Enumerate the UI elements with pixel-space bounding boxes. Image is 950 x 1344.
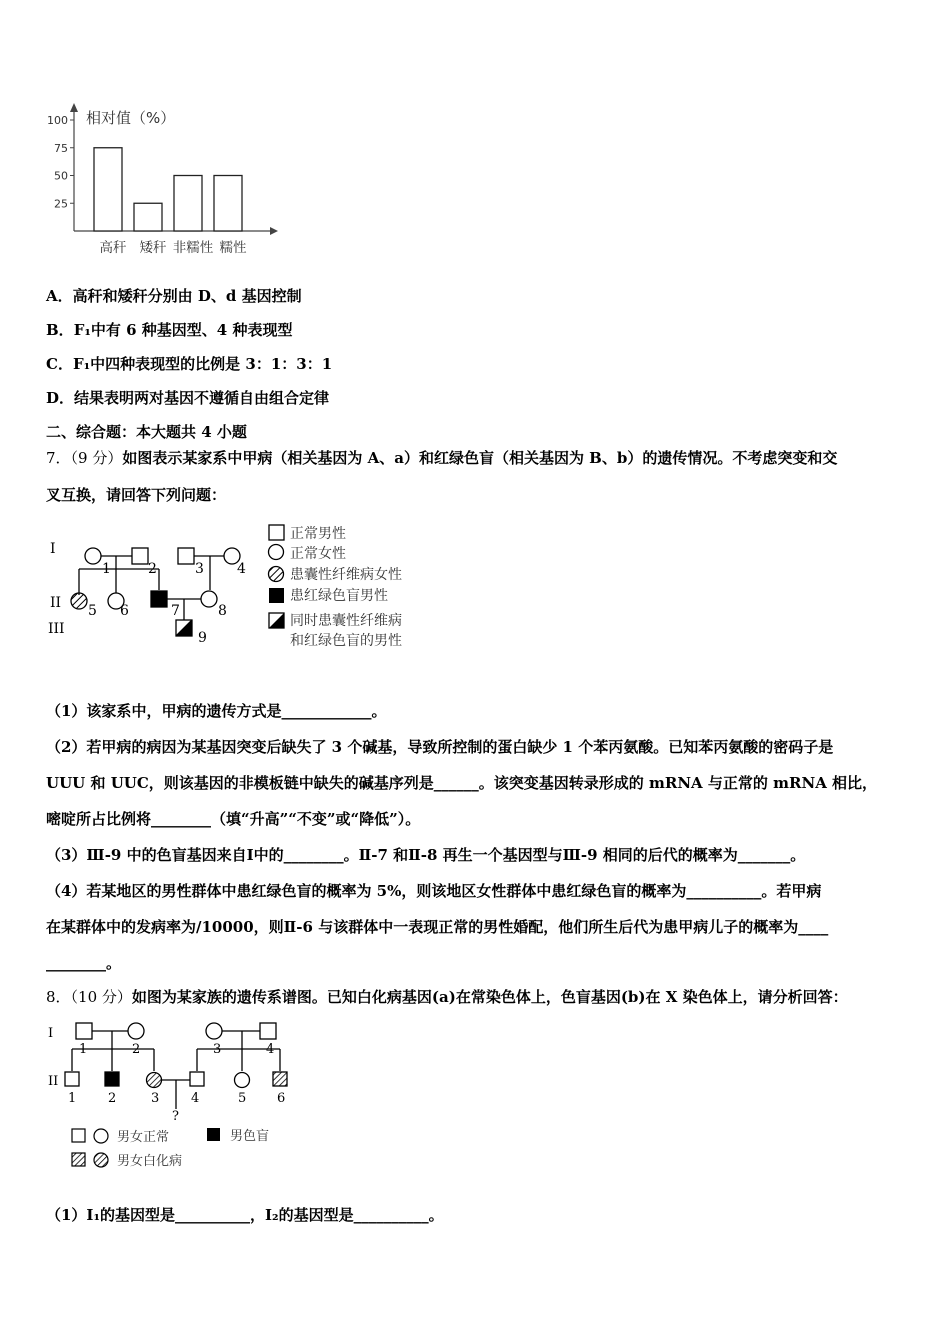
section-title: 二、综合题：本大题共 4 小题 (46, 423, 247, 441)
option-a (46, 286, 302, 306)
y-tick-label-2: 75 (54, 141, 68, 155)
x-tick-label-3: 糯性 (219, 240, 247, 256)
y-axis-label: 相对值（%） (86, 109, 176, 127)
q7-I2 (132, 548, 148, 564)
y-tick-label-3: 100 (47, 114, 68, 127)
q7-score: （9 分） (70, 449, 123, 467)
x-tick-label-0: 高秆 (99, 240, 127, 256)
option-c (46, 354, 332, 374)
q7-subquestions (46, 693, 914, 981)
q7-label-1: 1 (102, 561, 111, 577)
q8-II-label-3: 3 (151, 1091, 160, 1106)
legend-both-male-icon (269, 613, 284, 628)
q8-legend-text-2: 男色盲 (230, 1129, 270, 1144)
bar-chart (44, 98, 284, 268)
q7-gen-II: II (50, 595, 62, 611)
q7-pedigree (44, 520, 444, 660)
y-axis-arrow-icon (70, 103, 78, 112)
q8-gen-II: II (48, 1074, 59, 1089)
bar-3 (214, 176, 242, 232)
q8-I1 (76, 1023, 92, 1039)
q8-number: 8． (46, 988, 71, 1006)
q7-label-7: 7 (171, 603, 180, 619)
q8-I4 (260, 1023, 276, 1039)
q7-I3 (178, 548, 194, 564)
q8-II4 (190, 1072, 204, 1086)
q8-I2 (128, 1023, 144, 1039)
q8-pedigree (44, 1015, 304, 1175)
q7-label-5: 5 (88, 603, 97, 619)
legend-text-1: 正常男性 (290, 526, 346, 542)
option-c-letter: C． (46, 355, 73, 373)
q7-sub2-line1: （2）若甲病的病因为某基因突变后缺失了 3 个碱基，导致所控制的蛋白缺少 1 个苯丙氨酸。已知苯丙氨酸的密码子是 (46, 738, 834, 756)
q8-legend-normal-male-icon (72, 1129, 85, 1142)
q7-stem-text: 如图表示某家系中甲病（相关基因为 A、a）和红绿色盲（相关基因为 B、b）的遗传情况。不考虑突变和交 (122, 449, 838, 467)
q7-label-4: 4 (237, 561, 246, 577)
legend-colorblind-male-icon (269, 588, 284, 603)
q8-I-label-3: 3 (213, 1042, 222, 1057)
q8-legend-albino-male-icon (72, 1153, 85, 1166)
q7-gen-III: III (48, 621, 65, 637)
bar-1 (134, 203, 162, 231)
q7-III9 (176, 620, 192, 636)
q8-score: （10 分） (70, 988, 132, 1006)
q8-gen-I: I (48, 1026, 54, 1041)
q8-I3 (206, 1023, 222, 1039)
q7-number: 7． (46, 449, 71, 467)
q7-sub4-line1: （4）若某地区的男性群体中患红绿色盲的概率为 5%，则该地区女性群体中患红绿色盲的概率为__________。若甲病 (46, 882, 822, 900)
option-a-text: 高秆和矮秆分别由 D、d 基因控制 (72, 287, 302, 305)
q8-offspring: ? (172, 1109, 179, 1124)
q8-I-label-1: 1 (79, 1042, 88, 1057)
legend-normal-female-icon (269, 545, 284, 560)
q7-stem-line1 (46, 448, 837, 468)
q7-gen-I: I (50, 541, 56, 557)
q7-label-8: 8 (218, 603, 227, 619)
q8-legend-colorblind-male-icon (207, 1128, 220, 1141)
x-tick-label-2: 非糯性 (172, 240, 214, 256)
q8-stem-text: 如图为某家族的遗传系谱图。已知白化病基因(a)在常染色体上，色盲基因(b)在 X 染色体上，请分析回答： (131, 988, 848, 1006)
bars-layer (47, 103, 278, 256)
option-d-text: 结果表明两对基因不遵循自由组合定律 (74, 389, 330, 407)
x-axis-arrow-icon (270, 227, 278, 235)
q8-II3 (147, 1073, 162, 1088)
q7-sub4-line2: 在某群体中的发病率为/10000，则Ⅱ-6 与该群体中一表现正常的男性婚配，他们所生后代为患甲病儿子的概率为____ (46, 918, 829, 936)
q7-label-3: 3 (195, 561, 204, 577)
q7-label-9: 9 (198, 630, 207, 646)
legend-normal-male-icon (269, 525, 284, 540)
q7-sub2-line3: 嘧啶所占比例将________（填“升高”“不变”或“降低”）。 (46, 810, 421, 828)
q8-II-label-4: 4 (191, 1091, 200, 1106)
legend-cf-female-icon (269, 567, 284, 582)
q7-sub4-line3: ________。 (46, 954, 122, 972)
q7-label-2: 2 (148, 561, 157, 577)
option-a-letter: A． (46, 287, 73, 305)
q8-legend-text-3: 男女白化病 (117, 1154, 183, 1169)
q7-II7 (151, 591, 167, 607)
q8-II6 (273, 1072, 287, 1086)
q8-I-label-4: 4 (266, 1042, 275, 1057)
legend-text-4: 患红绿色盲男性 (290, 588, 388, 604)
q8-legend-albino-female-icon (94, 1153, 108, 1167)
q7-II8 (201, 591, 217, 607)
q7-II5 (71, 593, 87, 609)
q8-II-label-5: 5 (238, 1091, 247, 1106)
legend-text-3: 患囊性纤维病女性 (290, 567, 402, 583)
x-tick-label-1: 矮秆 (139, 240, 167, 256)
q8-II5 (235, 1073, 250, 1088)
q8-II-label-2: 2 (108, 1091, 117, 1106)
bar-2 (174, 176, 202, 232)
q7-sub1: （1）该家系中，甲病的遗传方式是____________。 (46, 702, 387, 720)
legend-text-5: 同时患囊性纤维病 (290, 613, 402, 629)
y-tick-label-0: 25 (54, 197, 68, 211)
option-b-letter: B． (46, 321, 74, 339)
legend-text-6: 和红绿色盲的男性 (290, 633, 402, 649)
q8-legend-normal-female-icon (94, 1129, 108, 1143)
q7-sub2-line2: UUU 和 UUC，则该基因的非模板链中缺失的碱基序列是______。该突变基因转录形成的 mRNA 与正常的 mRNA 相比， (46, 774, 878, 792)
q8-II-label-6: 6 (277, 1091, 286, 1106)
option-c-text: F₁中四种表现型的比例是 3：1：3：1 (72, 355, 333, 373)
option-d (46, 388, 329, 408)
option-b (46, 320, 292, 340)
q8-II1 (65, 1072, 79, 1086)
q8-stem (46, 987, 848, 1007)
option-d-letter: D． (46, 389, 75, 407)
q8-I-label-2: 2 (132, 1042, 141, 1057)
q8-legend-text-1: 男女正常 (117, 1130, 170, 1145)
q8-sub1: （1）Ⅰ₁的基因型是__________，Ⅰ₂的基因型是__________。 (46, 1206, 444, 1224)
q7-stem-line2: 叉互换，请回答下列问题： (46, 486, 227, 504)
q7-I1 (85, 548, 101, 564)
option-b-text: F₁中有 6 种基因型、4 种表现型 (73, 321, 293, 339)
legend-text-2: 正常女性 (290, 546, 346, 562)
q7-sub3: （3）Ⅲ-9 中的色盲基因来自Ⅰ中的________。Ⅱ-7 和Ⅱ-8 再生一个基因型与Ⅲ-9 相同的后代的概率为_______。 (46, 846, 806, 864)
q8-II-label-1: 1 (68, 1091, 77, 1106)
bar-0 (94, 148, 122, 231)
y-tick-label-1: 50 (54, 169, 68, 183)
q8-II2 (105, 1072, 119, 1086)
q7-label-6: 6 (120, 603, 129, 619)
